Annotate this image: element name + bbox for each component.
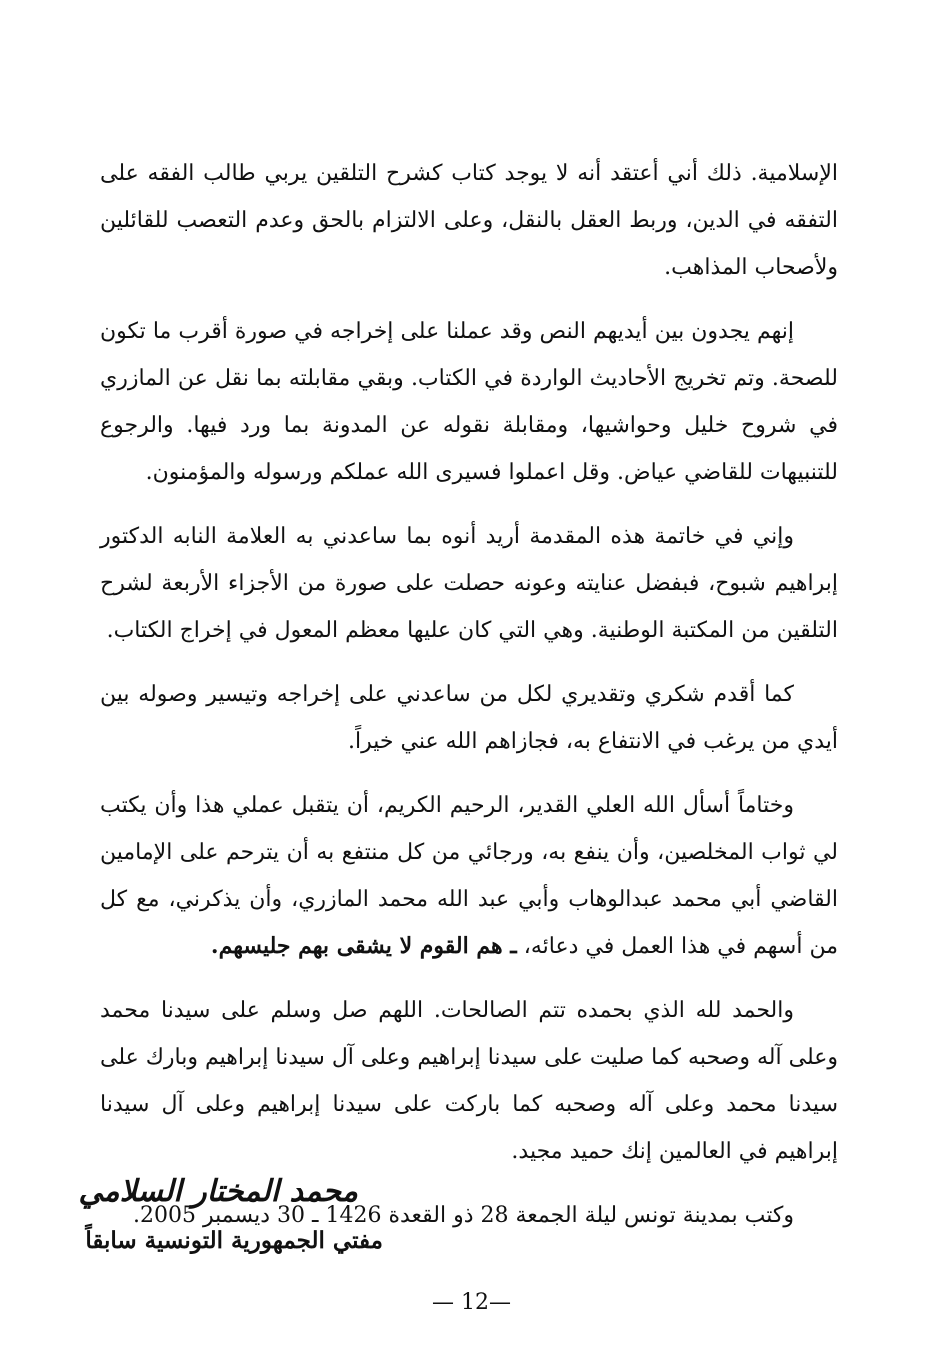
dateline: وكتب بمدينة تونس ليلة الجمعة 28 ذو القعدة 1426 ـ 30 ديسمبر 2005. <box>133 1203 794 1228</box>
author-title: مفتي الجمهورية التونسية سابقاً <box>85 1227 383 1254</box>
page-number: — 12— <box>432 1290 511 1315</box>
paragraph-intro-continuation: الإسلامية. ذلك أني أعتقد أنه لا يوجد كتاب كشرح التلقين يربي طالب الفقه على التفقه في الدين، وربط العقل بالنقل، وعلى الالتزام بالحق وعدم التعصب للقائلين ولأصحاب المذاهب. <box>100 161 838 280</box>
closing-text: وختاماً أسأل الله العلي القدير، الرحيم الكريم، أن يتقبل عملي هذا وأن يكتب لي ثواب المخلصين، وأن ينفع به، ورجائي من كل منتفع به أن يترحم على الإمامين القاضي أبي محمد عبدالوهاب وأبي عبد الله محمد المازري، وأن يذكرني، مع كل من أسهم في هذا العمل في دعائه، <box>100 793 838 959</box>
paragraph-closing <box>100 782 838 970</box>
paragraph-thanks: كما أقدم شكري وتقديري لكل من ساعدني على إخراجه وتيسير وصوله بين أيدي من يرغب في الانتفاع به، فجازاهم الله عني خيراً. <box>100 682 838 754</box>
paragraph-acknowledgment: وإني في خاتمة هذه المقدمة أريد أنوه بما ساعدني به العلامة النابه الدكتور إبراهيم شبوح، فبفضل عنايته وعونه حصلت على صورة من الأجزاء الأربعة لشرح التلقين من المكتبة الوطنية. وهي التي كان عليها معظم المعول في إخراج الكتاب. <box>100 524 838 643</box>
paragraph-text-edition: إنهم يجدون بين أيديهم النص وقد عملنا على إخراجه في صورة أقرب ما تكون للصحة. وتم تخريج الأحاديث الواردة في الكتاب. وبقي مقابلته بما نقل عن المازري في شروح خليل وحواشيها، ومقابلة نقوله عن المدونة بما ورد فيها. والرجوع للتنبيهات للقاضي عياض. وقل اعملوا فسيرى الله عملكم ورسوله والمؤمنون. <box>100 319 838 485</box>
page-body <box>100 150 838 1256</box>
author-signature: محمد المختار السلامي <box>78 1174 358 1209</box>
closing-quote: ـ هم القوم لا يشقى بهم جليسهم. <box>210 933 517 959</box>
paragraph-prayer: والحمد لله الذي بحمده تتم الصالحات. اللهم صل وسلم على سيدنا محمد وعلى آله وصحبه كما صليت على سيدنا إبراهيم وعلى آل سيدنا إبراهيم وبارك على سيدنا محمد وعلى آله وصحبه كما باركت على سيدنا إبراهيم وعلى آل سيدنا إبراهيم في العالمين إنك حميد مجيد. <box>100 998 838 1164</box>
